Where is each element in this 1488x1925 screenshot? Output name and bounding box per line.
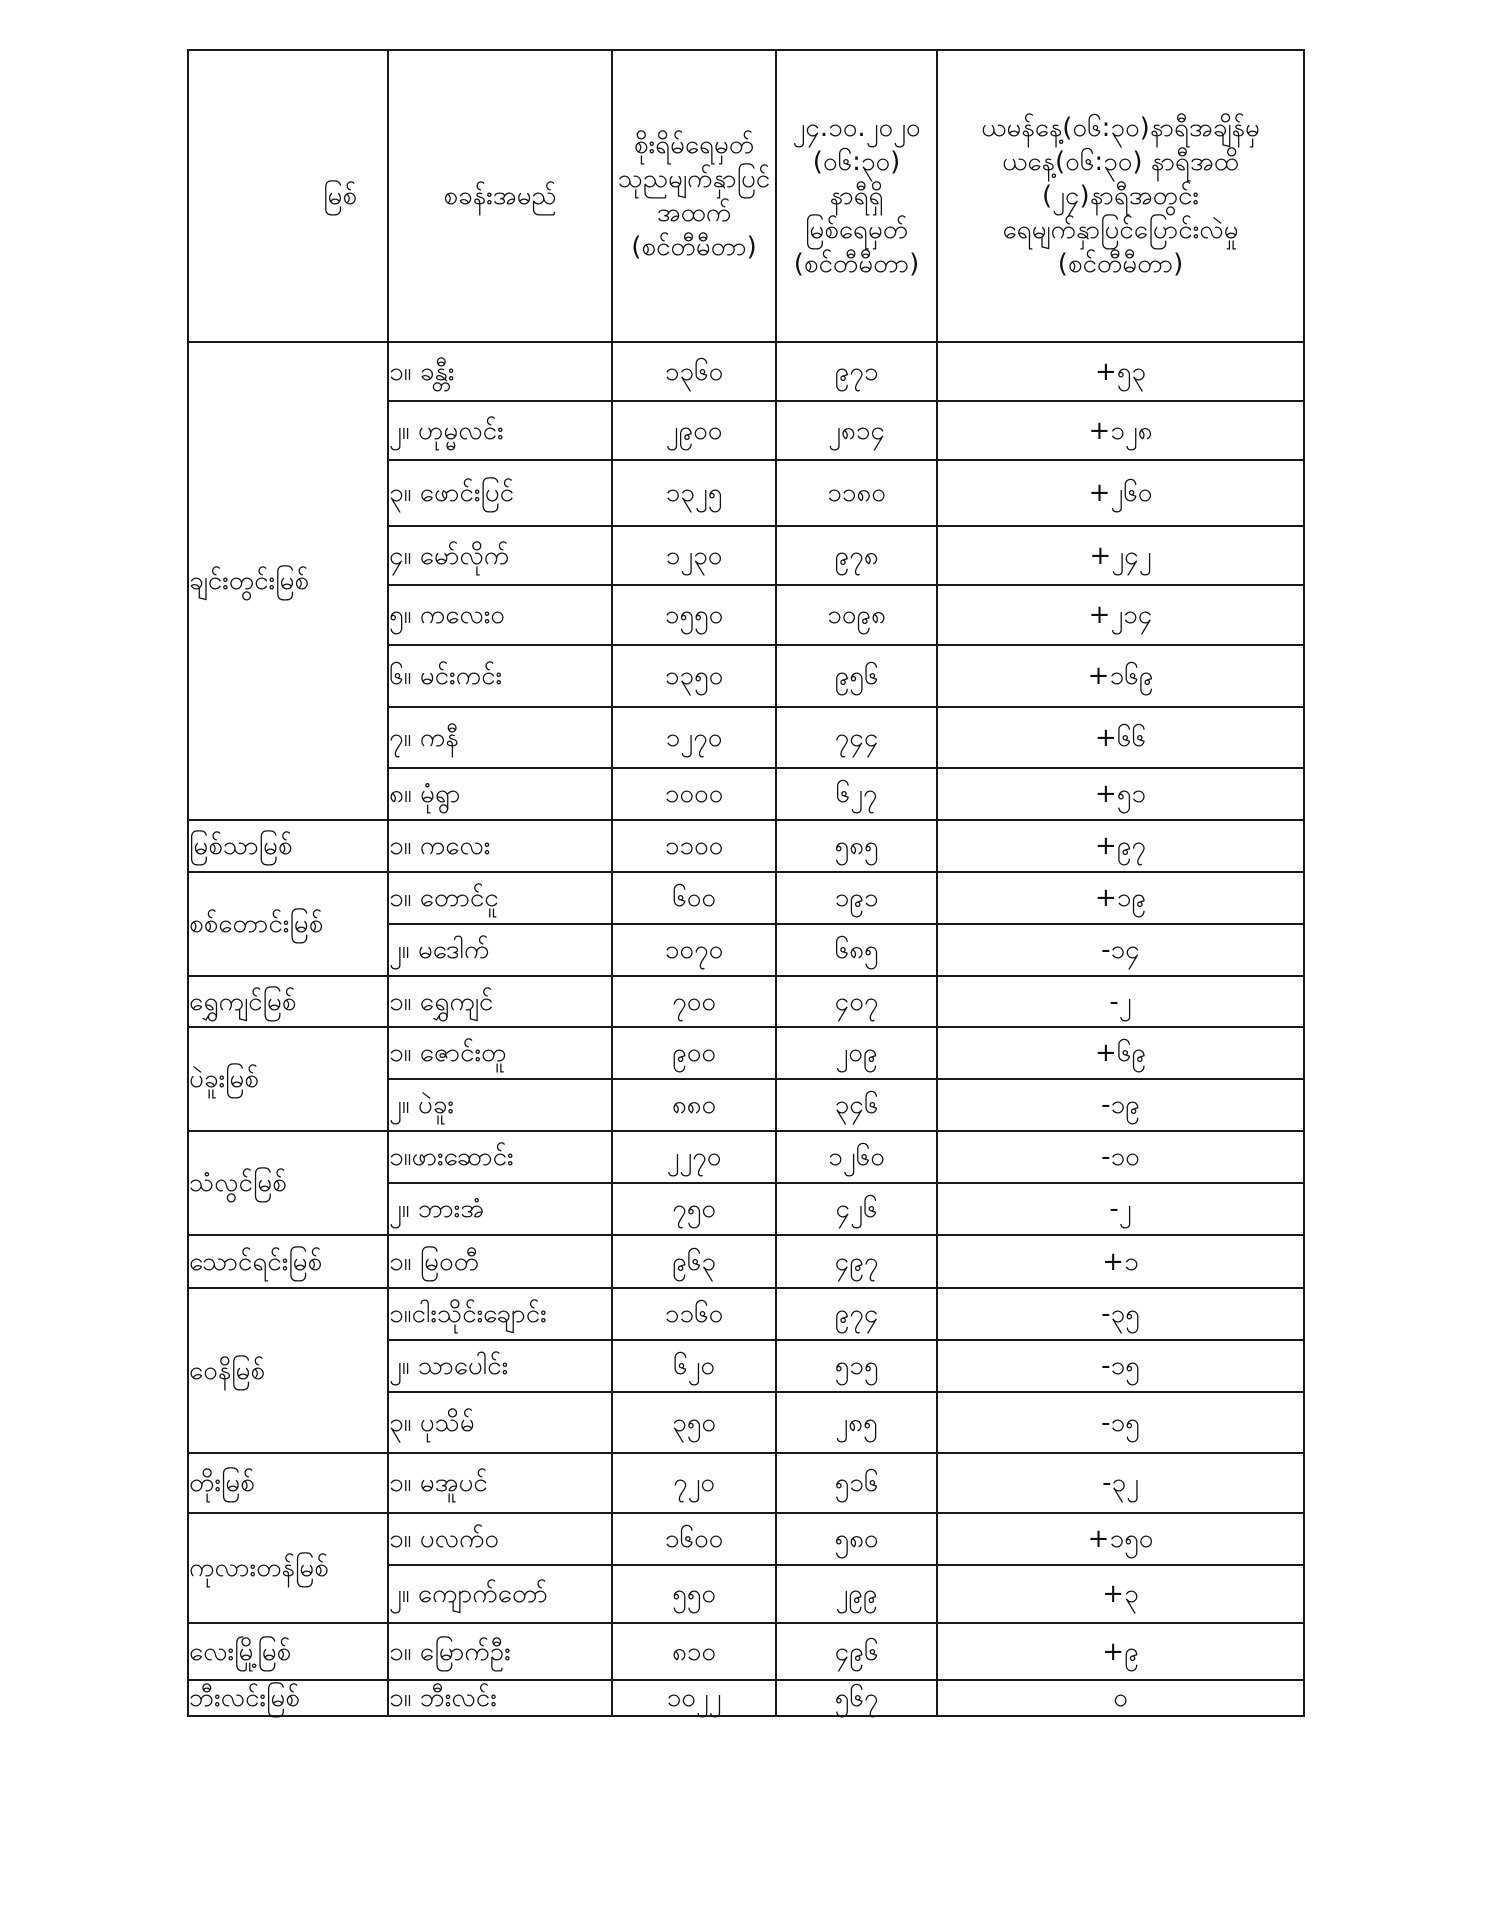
header-level-line: မြစ်ရေမှတ် bbox=[804, 215, 909, 245]
change-cell: +၃ bbox=[937, 1565, 1304, 1623]
header-danger-line: သုညမျက်နှာပြင် bbox=[617, 164, 771, 194]
danger-level-cell: ၂၂၇၀ bbox=[612, 1131, 776, 1183]
station-name-cell: ၁။ ရွှေကျင် bbox=[388, 976, 612, 1027]
danger-level-cell: ၁၀၇၀ bbox=[612, 924, 776, 976]
danger-level-cell: ၁၁၀၀ bbox=[612, 820, 776, 872]
river-name-cell: သောင်ရင်းမြစ် bbox=[188, 1235, 388, 1288]
table-row bbox=[188, 872, 1304, 924]
header-danger-line: စိုးရိမ်ရေမှတ် bbox=[633, 130, 755, 160]
station-name-cell: ၂။ ဟုမ္မလင်း bbox=[388, 401, 612, 460]
danger-level-cell: ၆၀၀ bbox=[612, 872, 776, 924]
current-level-cell: ၁၁၈၀ bbox=[776, 460, 937, 526]
change-cell: -၃၅ bbox=[937, 1288, 1304, 1340]
header-change-line: ရေမျက်နှာပြင်ပြောင်းလဲမှု bbox=[1002, 215, 1239, 245]
header-danger-line: (စင်တီမီတာ) bbox=[631, 232, 757, 262]
table-body bbox=[188, 342, 1304, 1716]
change-cell: +၆၉ bbox=[937, 1027, 1304, 1079]
current-level-cell: ၄၀၇ bbox=[776, 976, 937, 1027]
table-row bbox=[188, 1027, 1304, 1079]
danger-level-cell: ၃၅၀ bbox=[612, 1392, 776, 1453]
river-name-cell: တိုးမြစ် bbox=[188, 1453, 388, 1513]
current-level-cell: ၉၇၁ bbox=[776, 342, 937, 401]
table-row bbox=[188, 976, 1304, 1027]
current-level-cell: ၅၈၅ bbox=[776, 820, 937, 872]
station-name-cell: ၇။ ကနီ bbox=[388, 707, 612, 768]
header-row bbox=[188, 50, 1304, 342]
station-name-cell: ၁။ ဘီးလင်း bbox=[388, 1680, 612, 1716]
danger-level-cell: ၁၆၀၀ bbox=[612, 1513, 776, 1565]
header-danger-level bbox=[612, 50, 776, 342]
station-name-cell: ၁။ ကလေး bbox=[388, 820, 612, 872]
change-cell: -၃၂ bbox=[937, 1453, 1304, 1513]
river-name-cell: ဝေနိမြစ် bbox=[188, 1288, 388, 1453]
station-name-cell: ၁။ မအူပင် bbox=[388, 1453, 612, 1513]
danger-level-cell: ၁၃၆၀ bbox=[612, 342, 776, 401]
current-level-cell: ၆၂၇ bbox=[776, 768, 937, 820]
change-cell: -၂ bbox=[937, 976, 1304, 1027]
river-name-cell: ဘီးလင်းမြစ် bbox=[188, 1680, 388, 1716]
header-current-level bbox=[776, 50, 937, 342]
station-name-cell: ၂။ ကျောက်တော် bbox=[388, 1565, 612, 1623]
change-cell: +၅၃ bbox=[937, 342, 1304, 401]
header-station-label: စခန်းအမည် bbox=[443, 181, 557, 211]
station-name-cell: ၃။ ပုသိမ် bbox=[388, 1392, 612, 1453]
current-level-cell: ၂၈၁၄ bbox=[776, 401, 937, 460]
river-name-cell: ရွှေကျင်မြစ် bbox=[188, 976, 388, 1027]
danger-level-cell: ၁၅၅၀ bbox=[612, 585, 776, 645]
change-cell: -၁၉ bbox=[937, 1079, 1304, 1131]
header-change-line: (၂၄)နာရီအတွင်း bbox=[1042, 181, 1199, 211]
current-level-cell: ၄၉၆ bbox=[776, 1623, 937, 1680]
table-row bbox=[188, 1131, 1304, 1183]
danger-level-cell: ၆၂၀ bbox=[612, 1340, 776, 1392]
current-level-cell: ၅၁၆ bbox=[776, 1453, 937, 1513]
current-level-cell: ၅၈၀ bbox=[776, 1513, 937, 1565]
station-name-cell: ၂။ ဘားအံ bbox=[388, 1183, 612, 1235]
change-cell: +၉၇ bbox=[937, 820, 1304, 872]
current-level-cell: ၂၀၉ bbox=[776, 1027, 937, 1079]
station-name-cell: ၄။ မော်လိုက် bbox=[388, 526, 612, 585]
table-row bbox=[188, 1513, 1304, 1565]
river-name-cell: ကုလားတန်မြစ် bbox=[188, 1513, 388, 1623]
danger-level-cell: ၇၂၀ bbox=[612, 1453, 776, 1513]
danger-level-cell: ၉၀၀ bbox=[612, 1027, 776, 1079]
station-name-cell: ၆။ မင်းကင်း bbox=[388, 645, 612, 707]
river-name-cell: သံလွင်မြစ် bbox=[188, 1131, 388, 1235]
station-name-cell: ၁။ငါးသိုင်းချောင်း bbox=[388, 1288, 612, 1340]
danger-level-cell: ၁၃၅၀ bbox=[612, 645, 776, 707]
change-cell: +၅၁ bbox=[937, 768, 1304, 820]
danger-level-cell: ၁၀၂၂ bbox=[612, 1680, 776, 1716]
header-level-line: (၀၆:၃၀) bbox=[812, 147, 901, 177]
table-row bbox=[188, 1288, 1304, 1340]
header-change-24h bbox=[937, 50, 1304, 342]
danger-level-cell: ၁၃၂၅ bbox=[612, 460, 776, 526]
current-level-cell: ၇၄၄ bbox=[776, 707, 937, 768]
current-level-cell: ၉၅၆ bbox=[776, 645, 937, 707]
danger-level-cell: ၁၀၀၀ bbox=[612, 768, 776, 820]
station-name-cell: ၂။ မဒေါက် bbox=[388, 924, 612, 976]
danger-level-cell: ၁၂၃၀ bbox=[612, 526, 776, 585]
change-cell: ၀ bbox=[937, 1680, 1304, 1716]
station-name-cell: ၁။ မြောက်ဦး bbox=[388, 1623, 612, 1680]
table-row bbox=[188, 342, 1304, 401]
table-row bbox=[188, 1453, 1304, 1513]
current-level-cell: ၁၂၆၀ bbox=[776, 1131, 937, 1183]
table-row bbox=[188, 1235, 1304, 1288]
table-row bbox=[188, 1680, 1304, 1716]
current-level-cell: ၉၇၈ bbox=[776, 526, 937, 585]
current-level-cell: ၆၈၅ bbox=[776, 924, 937, 976]
current-level-cell: ၁၉၁ bbox=[776, 872, 937, 924]
station-name-cell: ၃။ ဖောင်းပြင် bbox=[388, 460, 612, 526]
change-cell: -၁၅ bbox=[937, 1340, 1304, 1392]
current-level-cell: ၄၉၇ bbox=[776, 1235, 937, 1288]
danger-level-cell: ၁၁၆၀ bbox=[612, 1288, 776, 1340]
change-cell: -၂ bbox=[937, 1183, 1304, 1235]
current-level-cell: ၁၀၉၈ bbox=[776, 585, 937, 645]
danger-level-cell: ၇၀၀ bbox=[612, 976, 776, 1027]
header-level-line: ၂၄.၁၀.၂၀၂၀ bbox=[792, 113, 921, 143]
station-name-cell: ၁။ မြဝတီ bbox=[388, 1235, 612, 1288]
danger-level-cell: ၅၅၀ bbox=[612, 1565, 776, 1623]
danger-level-cell: ၉၆၃ bbox=[612, 1235, 776, 1288]
station-name-cell: ၁။ ခန္တီး bbox=[388, 342, 612, 401]
header-level-line: (စင်တီမီတာ) bbox=[793, 249, 920, 279]
change-cell: +၁၂၈ bbox=[937, 401, 1304, 460]
change-cell: +၁၉ bbox=[937, 872, 1304, 924]
change-cell: -၁၄ bbox=[937, 924, 1304, 976]
header-danger-line: အထက် bbox=[656, 198, 732, 228]
river-name-cell: လေးမြို့မြစ် bbox=[188, 1623, 388, 1680]
change-cell: +၉ bbox=[937, 1623, 1304, 1680]
change-cell: +၁၅၀ bbox=[937, 1513, 1304, 1565]
header-change-line: ယမန်နေ့(၀၆:၃၀)နာရီအချိန်မှ bbox=[981, 113, 1260, 143]
river-name-cell: ချင်းတွင်းမြစ် bbox=[188, 342, 388, 820]
header-level-line: နာရီရှိ bbox=[829, 181, 884, 211]
danger-level-cell: ၂၉၀၀ bbox=[612, 401, 776, 460]
header-river-label: မြစ် bbox=[323, 181, 357, 211]
table-row bbox=[188, 820, 1304, 872]
danger-level-cell: ၁၂၇၀ bbox=[612, 707, 776, 768]
change-cell: +၁ bbox=[937, 1235, 1304, 1288]
change-cell: +၂၄၂ bbox=[937, 526, 1304, 585]
change-cell: -၁၀ bbox=[937, 1131, 1304, 1183]
station-name-cell: ၁။ တောင်ငူ bbox=[388, 872, 612, 924]
station-name-cell: ၅။ ကလေးဝ bbox=[388, 585, 612, 645]
danger-level-cell: ၈၁၀ bbox=[612, 1623, 776, 1680]
current-level-cell: ၅၆၇ bbox=[776, 1680, 937, 1716]
station-name-cell: ၁။ ပလက်ဝ bbox=[388, 1513, 612, 1565]
river-name-cell: စစ်တောင်းမြစ် bbox=[188, 872, 388, 976]
table-row bbox=[188, 1623, 1304, 1680]
danger-level-cell: ၇၅၀ bbox=[612, 1183, 776, 1235]
current-level-cell: ၄၂၆ bbox=[776, 1183, 937, 1235]
river-level-table bbox=[187, 49, 1305, 1717]
header-station bbox=[388, 50, 612, 342]
change-cell: +၂၆၀ bbox=[937, 460, 1304, 526]
station-name-cell: ၈။ မုံရွာ bbox=[388, 768, 612, 820]
river-name-cell: မြစ်သာမြစ် bbox=[188, 820, 388, 872]
station-name-cell: ၁။ ဇောင်းတူ bbox=[388, 1027, 612, 1079]
station-name-cell: ၁။ဖားဆောင်း bbox=[388, 1131, 612, 1183]
change-cell: +၆၆ bbox=[937, 707, 1304, 768]
current-level-cell: ၃၄၆ bbox=[776, 1079, 937, 1131]
danger-level-cell: ၈၈၀ bbox=[612, 1079, 776, 1131]
header-change-line: (စင်တီမီတာ) bbox=[1057, 249, 1184, 279]
header-river bbox=[188, 50, 388, 342]
change-cell: -၁၅ bbox=[937, 1392, 1304, 1453]
river-name-cell: ပဲခူးမြစ် bbox=[188, 1027, 388, 1131]
change-cell: +၂၁၄ bbox=[937, 585, 1304, 645]
station-name-cell: ၂။ သာပေါင်း bbox=[388, 1340, 612, 1392]
current-level-cell: ၉၇၄ bbox=[776, 1288, 937, 1340]
change-cell: +၁၆၉ bbox=[937, 645, 1304, 707]
header-change-line: ယနေ့(၀၆:၃၀) နာရီအထိ bbox=[1002, 147, 1239, 177]
current-level-cell: ၂၈၅ bbox=[776, 1392, 937, 1453]
current-level-cell: ၅၁၅ bbox=[776, 1340, 937, 1392]
station-name-cell: ၂။ ပဲခူး bbox=[388, 1079, 612, 1131]
current-level-cell: ၂၉၉ bbox=[776, 1565, 937, 1623]
